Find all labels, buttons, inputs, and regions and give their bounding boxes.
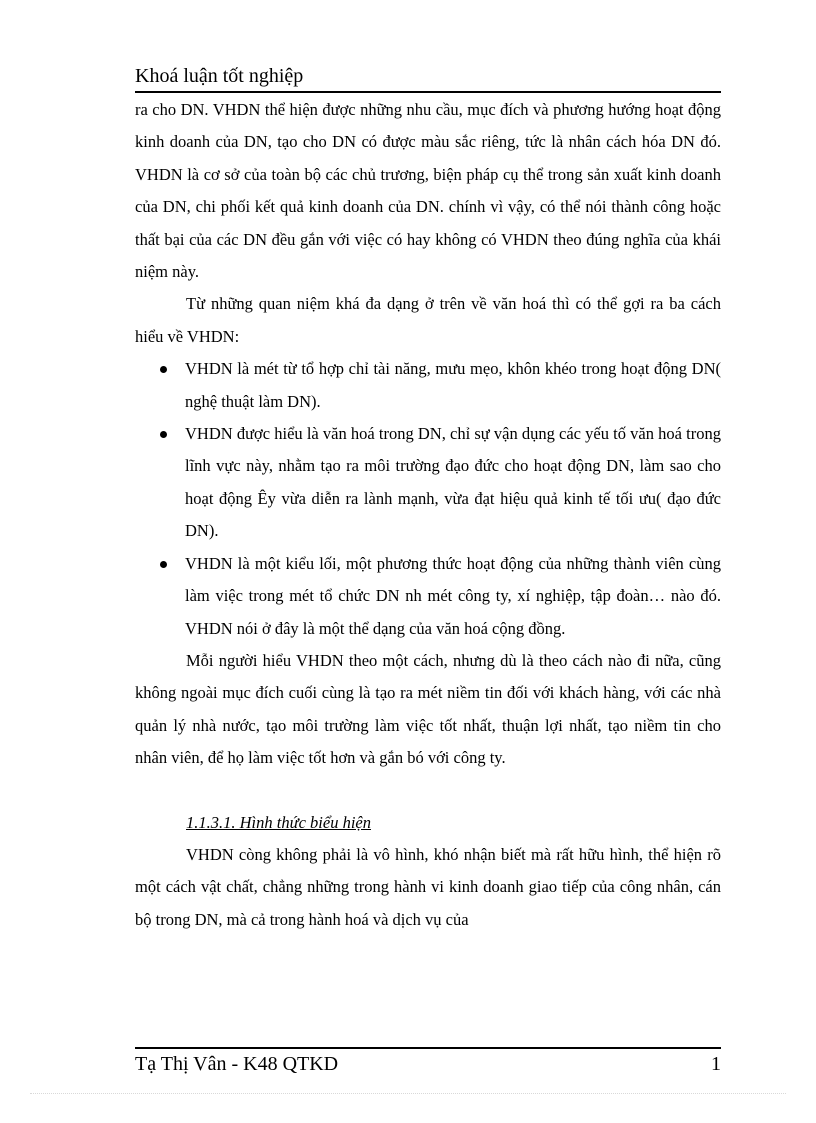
paragraph-section: VHDN còng không phải là vô hình, khó nhận biết mà rất hữu hình, thể hiện rõ một cách vật chất, chẳng những trong hành vi kinh doanh giao tiếp của công nhân, cán bộ trong DN, mà cả trong hành hoá và dịch vụ của bbox=[135, 844, 721, 929]
header-divider bbox=[135, 91, 721, 93]
section-heading: 1.1.3.1. Hình thức biểu hiện bbox=[186, 812, 371, 832]
page-edge-divider bbox=[30, 1093, 786, 1094]
header-title: Khoá luận tốt nghiệp bbox=[135, 65, 304, 87]
footer-author: Tạ Thị Vân - K48 QTKD bbox=[135, 1053, 339, 1075]
document-body bbox=[135, 94, 721, 936]
bullet-icon bbox=[160, 561, 167, 568]
page-number: 1 bbox=[711, 1053, 721, 1075]
bullet-icon bbox=[160, 431, 167, 438]
list-item bbox=[135, 353, 721, 418]
paragraph-intro: Từ những quan niệm khá đa dạng ở trên về văn hoá thì có thể gợi ra ba cách hiểu về VHDN: bbox=[135, 294, 721, 346]
list-item-text: VHDN là một kiểu lối, một phương thức hoạt động của những thành viên cùng làm việc trong mét tổ chức DN nh mét công ty, xí nghiệp, tập đoàn… nào đó. VHDN nói ở đây là một thể dạng của văn hoá cộng đồng. bbox=[185, 553, 721, 638]
list-item-text: VHDN được hiểu là văn hoá trong DN, chỉ sự vận dụng các yếu tố văn hoá trong lĩnh vực này, nhằm tạo ra môi trường đạo đức cho hoạt động DN, làm sao cho hoạt động Êy vừa diễn ra lành mạnh, vừa đạt hiệu quả kinh tế tối ưu( đạo đức DN). bbox=[185, 424, 721, 541]
list-item bbox=[135, 418, 721, 548]
paragraph-continuation: ra cho DN. VHDN thể hiện được những nhu cầu, mục đích và phương hướng hoạt động kinh doanh của DN, tạo cho DN có được màu sắc riêng, tức là nhân cách hóa DN đó. VHDN là cơ sở của toàn bộ các chủ trương, biện pháp cụ thể trong sản xuất kinh doanh của DN, chi phối kết quả kinh doanh của DN. chính vì vậy, có thể nói thành công hoặc thất bại của các DN đều gắn với việc có hay không có VHDN theo đúng nghĩa của khái niệm này. bbox=[135, 100, 721, 282]
bullet-icon bbox=[160, 366, 167, 373]
bullet-list bbox=[135, 353, 721, 645]
list-item-text: VHDN là mét từ tổ hợp chỉ tài năng, mưu mẹo, khôn khéo trong hoạt động DN( nghệ thuật làm DN). bbox=[185, 359, 721, 411]
footer-divider bbox=[135, 1047, 721, 1049]
list-item bbox=[135, 548, 721, 645]
paragraph-purpose: Mỗi người hiểu VHDN theo một cách, nhưng dù là theo cách nào đi nữa, cũng không ngoài mục đích cuối cùng là tạo ra mét niềm tin đối với khách hàng, với các nhà quản lý nhà nước, tạo môi trường làm việc tốt nhất, thuận lợi nhất, tạo niềm tin cho nhân viên, để họ làm việc tốt hơn và gắn bó với công ty. bbox=[135, 650, 721, 768]
